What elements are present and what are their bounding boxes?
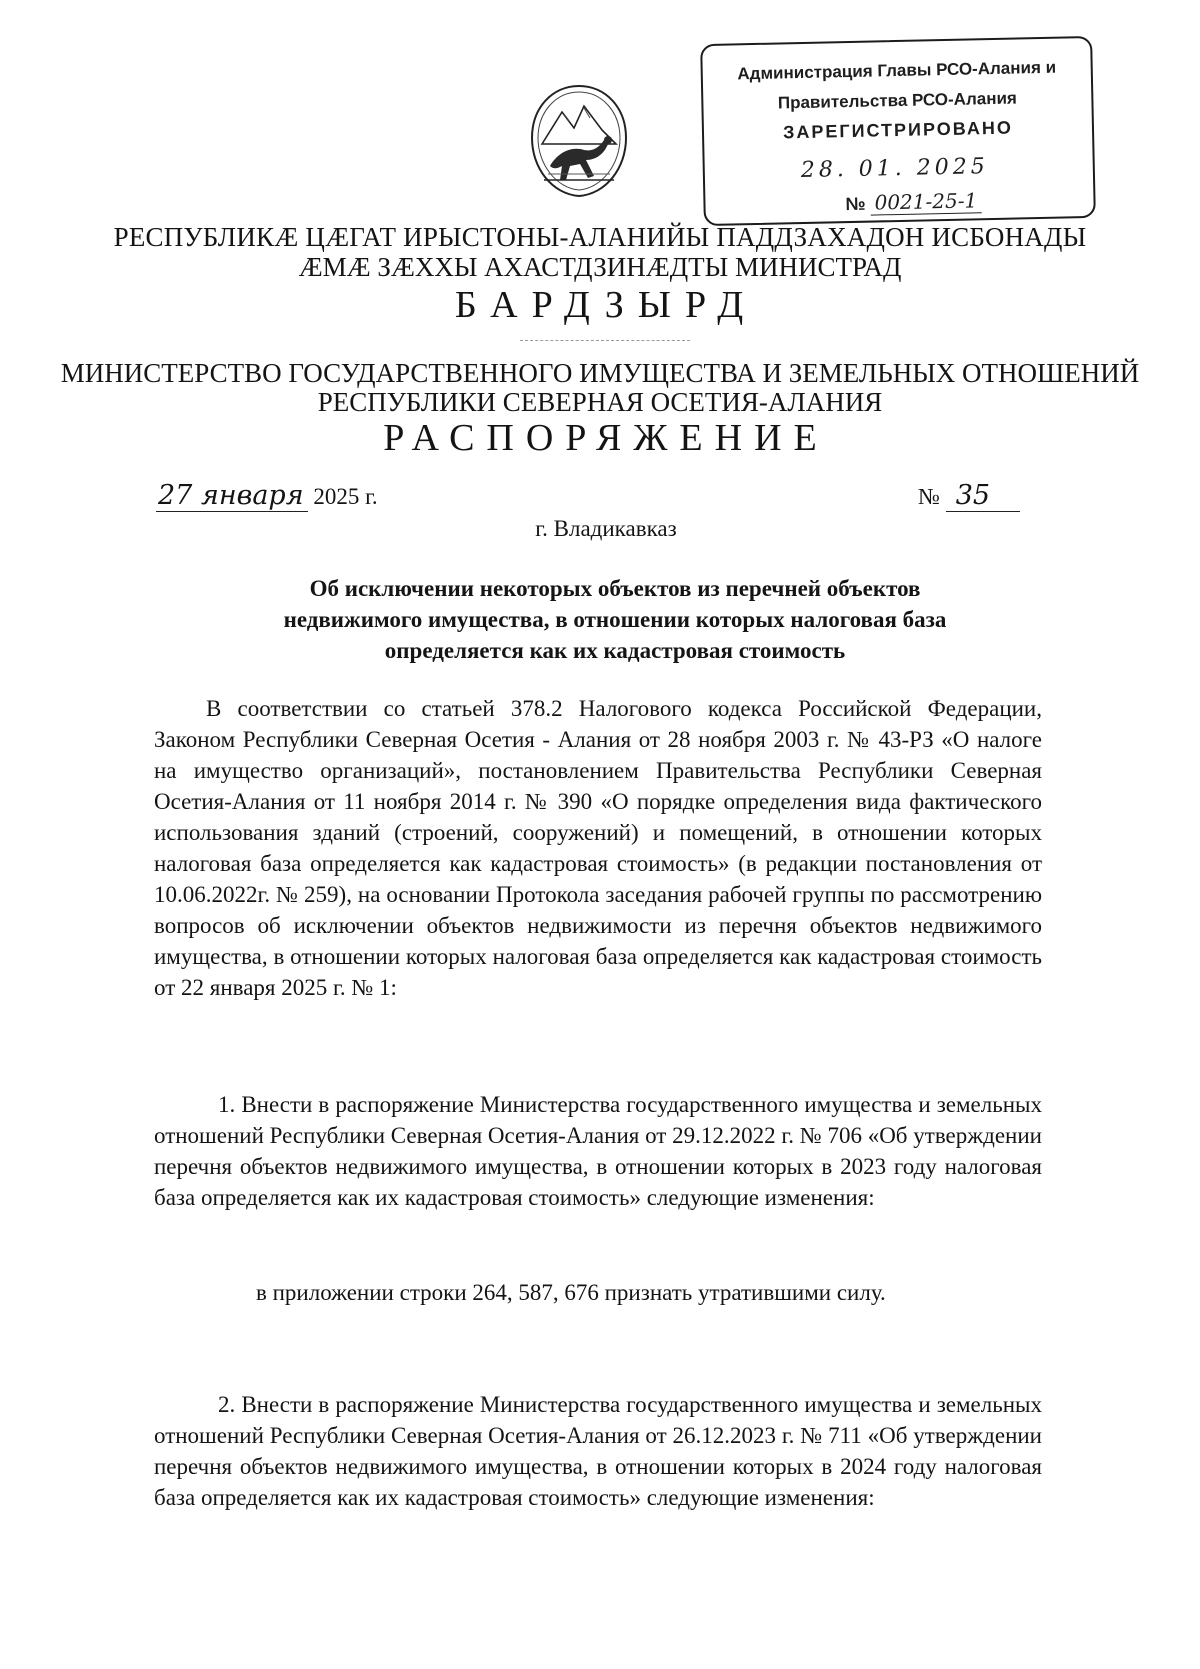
document-number-label: № — [918, 484, 940, 509]
stamp-registration-number: 0021-25-1 — [870, 188, 981, 215]
ossetian-ministry-name-line1: РЕСПУБЛИКӔ ЦӔГАТ ИРЫСТОНЫ-АЛАНИЙЫ ПАДДЗАХАДОН ИСБОНАДЫ — [113, 222, 1087, 252]
item-1-paragraph: 1. Внести в распоряжение Министерства государственного имущества и земельных отношений Республики Северная Осетия-Алания от 29.12.2022 г. № 706 «Об утверждении перечня объектов недвижимого имущества, в отношении которых в 2023 году налоговая база определяется как их кадастровая стоимость» следующие изменения: — [154, 1092, 1042, 1210]
stamp-registered-label: ЗАРЕГИСТРИРОВАНО — [782, 117, 1014, 143]
russian-document-type: РАСПОРЯЖЕНИЕ — [383, 417, 829, 459]
preamble-paragraph: В соответствии со статьей 378.2 Налогового кодекса Российской Федерации, Законом Республики Северная Осетия - Алания от 28 ноября 2003 г. № 43-РЗ «О налоге на имущество организаций», постановлением Правительства Республики Северная Осетия-Алания от 11 ноября 2014 г. № 390 «О порядке определения вида фактического использования зданий (строений, сооружений) и помещений, в отношении которых налоговая база определяется как кадастровая стоимость» (в редакции постановления от 10.06.2022г. № 259), на основании Протокола заседания рабочей группы по рассмотрению вопросов об исключении объектов недвижимости из перечня объектов недвижимого имущества, в отношении которых налоговая база определяется как кадастровая стоимость от 22 января 2025 г. № 1: — [154, 696, 1042, 1000]
document-title-line1: Об исключении некоторых объектов из перечней объектов — [309, 576, 921, 601]
header-divider — [520, 340, 690, 341]
stamp-registration-date: 28. 01. 2025 — [800, 154, 989, 184]
stamp-org-line1: Администрация Главы РСО-Алания и — [737, 57, 1057, 84]
stamp-number-row — [845, 188, 981, 215]
document-city: г. Владикавказ — [535, 516, 677, 541]
document-date-year: 2025 г. — [313, 484, 378, 509]
registration-stamp — [700, 36, 1096, 226]
document-date — [156, 480, 378, 512]
ossetian-document-type: БАРДЗЫРД — [454, 284, 758, 326]
item-2-paragraph: 2. Внести в распоряжение Министерства государственного имущества и земельных отношений Республики Северная Осетия-Алания от 26.12.2023 г. № 711 «Об утверждении перечня объектов недвижимого имущества, в отношении которых в 2024 году налоговая база определяется как их кадастровая стоимость» следующие изменения: — [154, 1392, 1042, 1510]
document-title-line3: определяется как их кадастровая стоимость — [384, 638, 846, 663]
ossetian-ministry-name-line2: ӔМӔ ЗӔХХЫ АХАСТДЗИНӔДТЫ МИНИСТРАД — [298, 252, 902, 282]
stamp-org-line2: Правительства РСО-Алания — [777, 88, 1018, 113]
stamp-number-label: № — [845, 193, 866, 215]
russian-ministry-name-line2: РЕСПУБЛИКИ СЕВЕРНАЯ ОСЕТИЯ-АЛАНИЯ — [317, 387, 883, 417]
document-title — [200, 573, 1030, 666]
document-number-handwritten: 35 — [946, 480, 1020, 512]
document-date-handwritten: 27 января — [156, 480, 308, 512]
coat-of-arms-icon — [524, 82, 634, 200]
stamp-organization — [712, 52, 1081, 120]
document-number — [918, 480, 1020, 512]
russian-ministry-name-line1: МИНИСТЕРСТВО ГОСУДАРСТВЕННОГО ИМУЩЕСТВА И ЗЕМЕЛЬНЫХ ОТНОШЕНИЙ — [60, 358, 1140, 388]
document-title-line2: недвижимого имущества, в отношении которых налоговая база — [283, 607, 947, 632]
item-1-subparagraph: в приложении строки 264, 587, 676 признать утратившими силу. — [256, 1280, 886, 1305]
